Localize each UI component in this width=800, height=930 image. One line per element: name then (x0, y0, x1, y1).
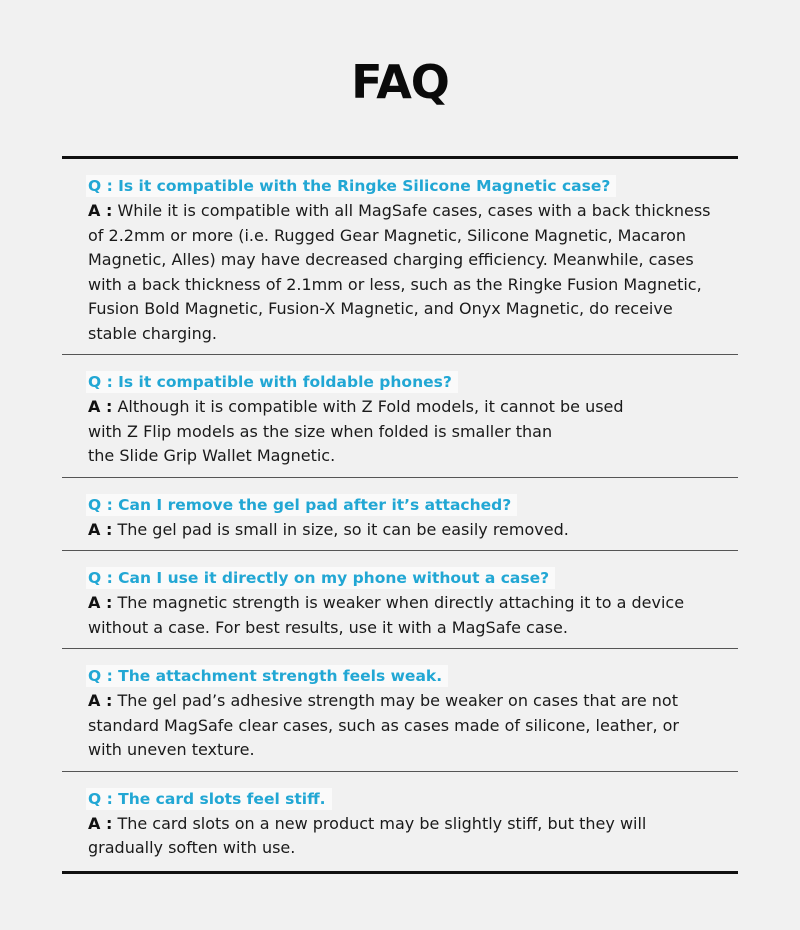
faq-question: Q : Is it compatible with the Ringke Silicone Magnetic case? (86, 175, 616, 197)
faq-answer (86, 518, 738, 543)
answer-line: The gel pad’s adhesive strength may be weaker on cases that are not (117, 691, 678, 710)
answer-prefix: A : (88, 813, 113, 833)
answer-line: The gel pad is small in size, so it can be easily removed. (117, 519, 569, 539)
answer-prefix: A : (88, 397, 113, 416)
answer-line: of 2.2mm or more (i.e. Rugged Gear Magnetic, Silicone Magnetic, Macaron (88, 225, 687, 245)
faq-question: Q : The attachment strength feels weak. (86, 665, 448, 687)
faq-answer (86, 591, 738, 640)
faq-item (62, 649, 738, 772)
faq-question: Q : Can I use it directly on my phone without a case? (86, 567, 555, 589)
answer-line: the Slide Grip Wallet Magnetic. (88, 446, 336, 465)
answer-line: Although it is compatible with Z Fold models, it cannot be used (117, 397, 624, 416)
answer-line: without a case. For best results, use it with a MagSafe case. (88, 617, 568, 637)
answer-line: gradually soften with use. (88, 838, 296, 857)
answer-prefix: A : (88, 519, 113, 539)
answer-line: The magnetic strength is weaker when directly attaching it to a device (117, 593, 685, 612)
answer-line: standard MagSafe clear cases, such as cases made of silicone, leather, or (88, 715, 679, 735)
answer-line: stable charging. (88, 323, 217, 343)
faq-answer (86, 812, 738, 861)
faq-answer (86, 199, 738, 346)
answer-prefix: A : (88, 201, 113, 220)
faq-item (62, 551, 738, 649)
answer-line: Fusion Bold Magnetic, Fusion-X Magnetic, and Onyx Magnetic, do receive (88, 299, 673, 318)
faq-list (62, 156, 738, 874)
faq-question: Q : Can I remove the gel pad after it’s attached? (86, 494, 517, 516)
faq-answer (86, 689, 738, 763)
answer-line: While it is compatible with all MagSafe cases, cases with a back thickness (117, 201, 711, 220)
answer-line: Magnetic, Alles) may have decreased charging efficiency. Meanwhile, cases (88, 250, 694, 269)
answer-line: with a back thickness of 2.1mm or less, such as the Ringke Fusion Magnetic, (88, 274, 702, 294)
faq-question: Q : The card slots feel stiff. (86, 788, 332, 810)
faq-item (62, 478, 738, 552)
faq-item (62, 159, 738, 355)
answer-line: with Z Flip models as the size when folded is smaller than (88, 421, 553, 441)
page-title: FAQ (351, 55, 449, 109)
answer-line: with uneven texture. (88, 740, 255, 759)
faq-item (62, 772, 738, 871)
faq-question: Q : Is it compatible with foldable phones? (86, 371, 458, 393)
answer-prefix: A : (88, 593, 113, 612)
answer-line: The card slots on a new product may be slightly stiff, but they will (117, 813, 647, 833)
faq-item (62, 355, 738, 478)
answer-prefix: A : (88, 691, 113, 710)
faq-answer (86, 395, 738, 469)
